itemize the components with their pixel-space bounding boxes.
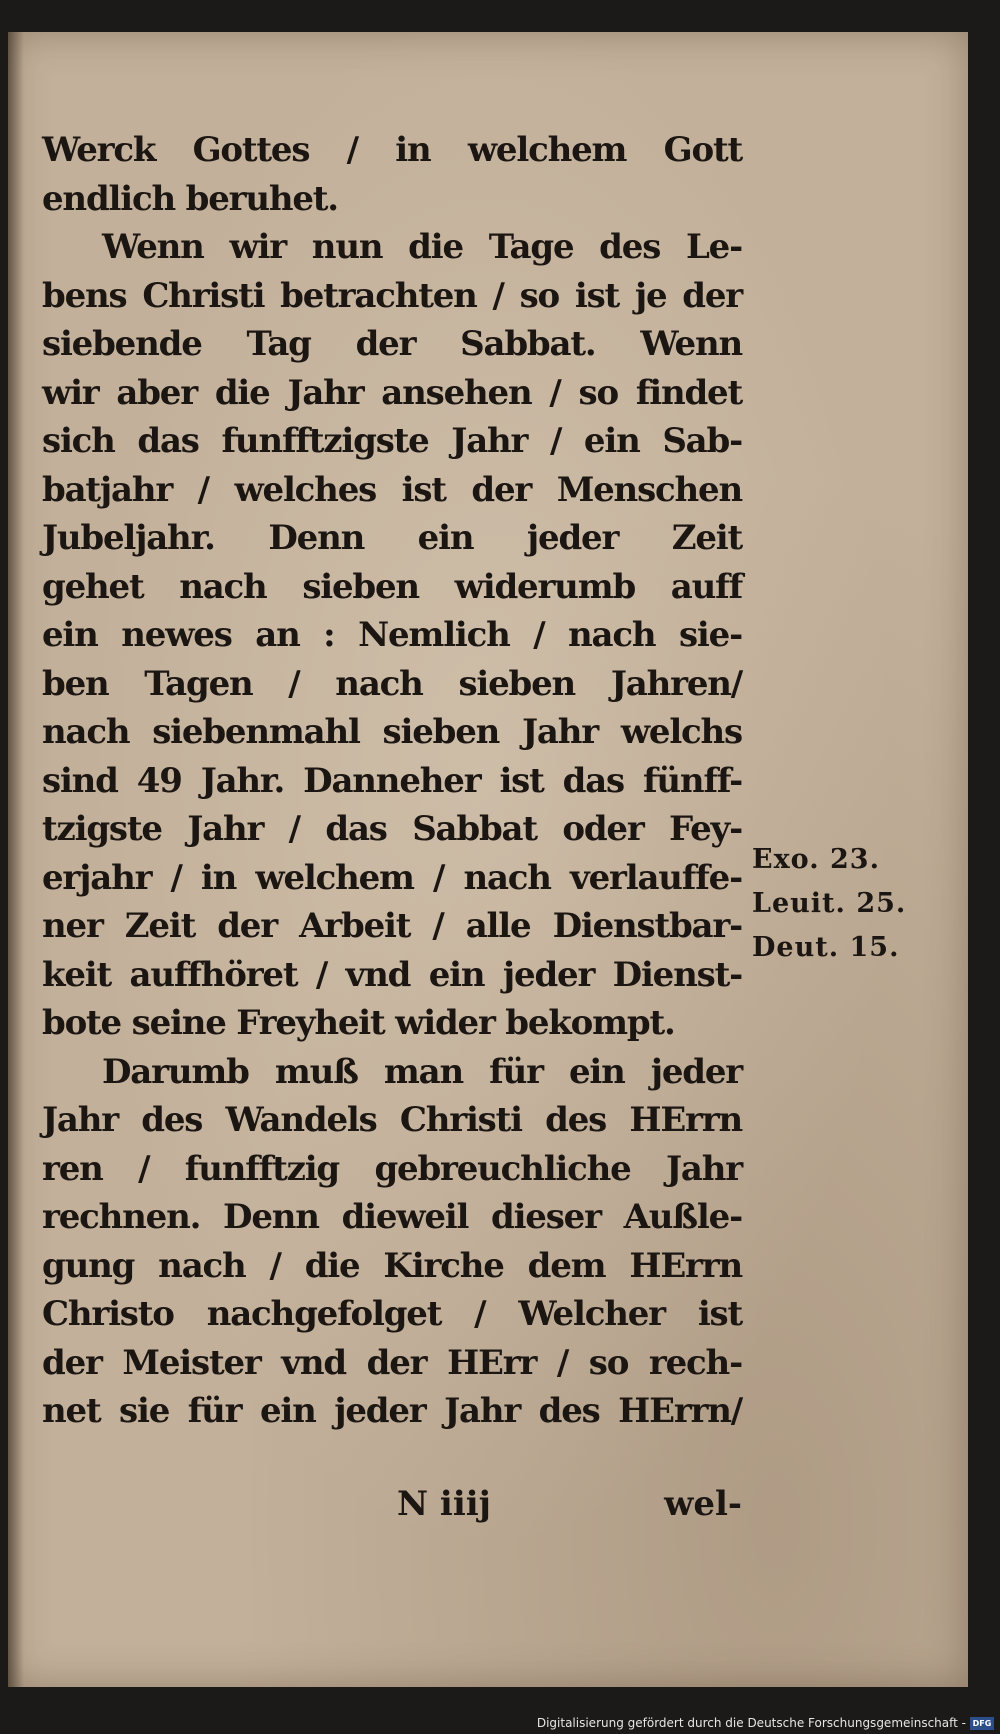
dfg-logo: DFG xyxy=(970,1717,994,1730)
body-text xyxy=(42,126,742,1436)
catchword: wel- xyxy=(664,1484,742,1524)
text-line: Jahr des Wandels Christi des HErrn xyxy=(42,1100,742,1140)
text-line: tzigste Jahr / das Sabbat oder Fey- xyxy=(42,809,742,849)
margin-notes xyxy=(752,838,952,970)
text-line: gung nach / die Kirche dem HErrn xyxy=(42,1245,742,1286)
text-line: rechnen. Denn dieweil dieser Außle- xyxy=(42,1197,742,1237)
text-line: ren / funfftzig gebreuchliche Jahr xyxy=(42,1148,742,1189)
text-line: ein newes an : Nemlich / nach sie- xyxy=(42,615,742,655)
text-line: wir aber die Jahr ansehen / so findet xyxy=(42,372,742,413)
text-line: sich das funfftzigste Jahr / ein Sab- xyxy=(42,421,742,461)
book-page xyxy=(8,32,968,1687)
text-line: Werck Gottes / in welchem Gott xyxy=(42,130,742,170)
margin-note: Exo. 23. xyxy=(752,844,880,875)
text-line: Wenn wir nun die Tage des Le- xyxy=(102,227,742,267)
text-line: endlich beruhet. xyxy=(42,178,338,219)
text-line: ner Zeit der Arbeit / alle Dienstbar- xyxy=(42,906,742,946)
text-line: keit auffhöret / vnd ein jeder Dienst- xyxy=(42,954,742,995)
page-footer-line xyxy=(42,1484,742,1544)
text-line: der Meister vnd der HErr / so rech- xyxy=(42,1342,742,1383)
text-line: Darumb muß man für ein jeder xyxy=(102,1051,742,1092)
signature-mark: N iiij xyxy=(397,1484,491,1524)
text-line: Christo nachgefolget / Welcher ist xyxy=(42,1294,742,1334)
margin-note: Deut. 15. xyxy=(752,932,900,963)
text-line: nach siebenmahl sieben Jahr welchs xyxy=(42,712,742,752)
text-line: net sie für ein jeder Jahr des HErrn/ xyxy=(42,1391,742,1431)
text-line: sind 49 Jahr. Danneher ist das fünff- xyxy=(42,760,742,801)
margin-note: Leuit. 25. xyxy=(752,888,907,919)
funding-credit: Digitalisierung gefördert durch die Deutsche Forschungsgemeinschaft - xyxy=(536,1716,966,1730)
text-line: batjahr / welches ist der Menschen xyxy=(42,469,742,510)
text-line: bens Christi betrachten / so ist je der xyxy=(42,275,742,316)
text-line: siebende Tag der Sabbat. Wenn xyxy=(42,324,742,364)
text-line: Jubeljahr. Denn ein jeder Zeit xyxy=(42,518,742,558)
digitization-footer xyxy=(0,1714,1000,1734)
text-line: erjahr / in welchem / nach verlauffe- xyxy=(42,857,742,898)
text-line: gehet nach sieben widerumb auff xyxy=(42,566,742,607)
text-line: bote seine Freyheit wider bekompt. xyxy=(42,1003,675,1043)
text-line: ben Tagen / nach sieben Jahren/ xyxy=(42,663,742,704)
spine-shadow xyxy=(8,32,24,1687)
